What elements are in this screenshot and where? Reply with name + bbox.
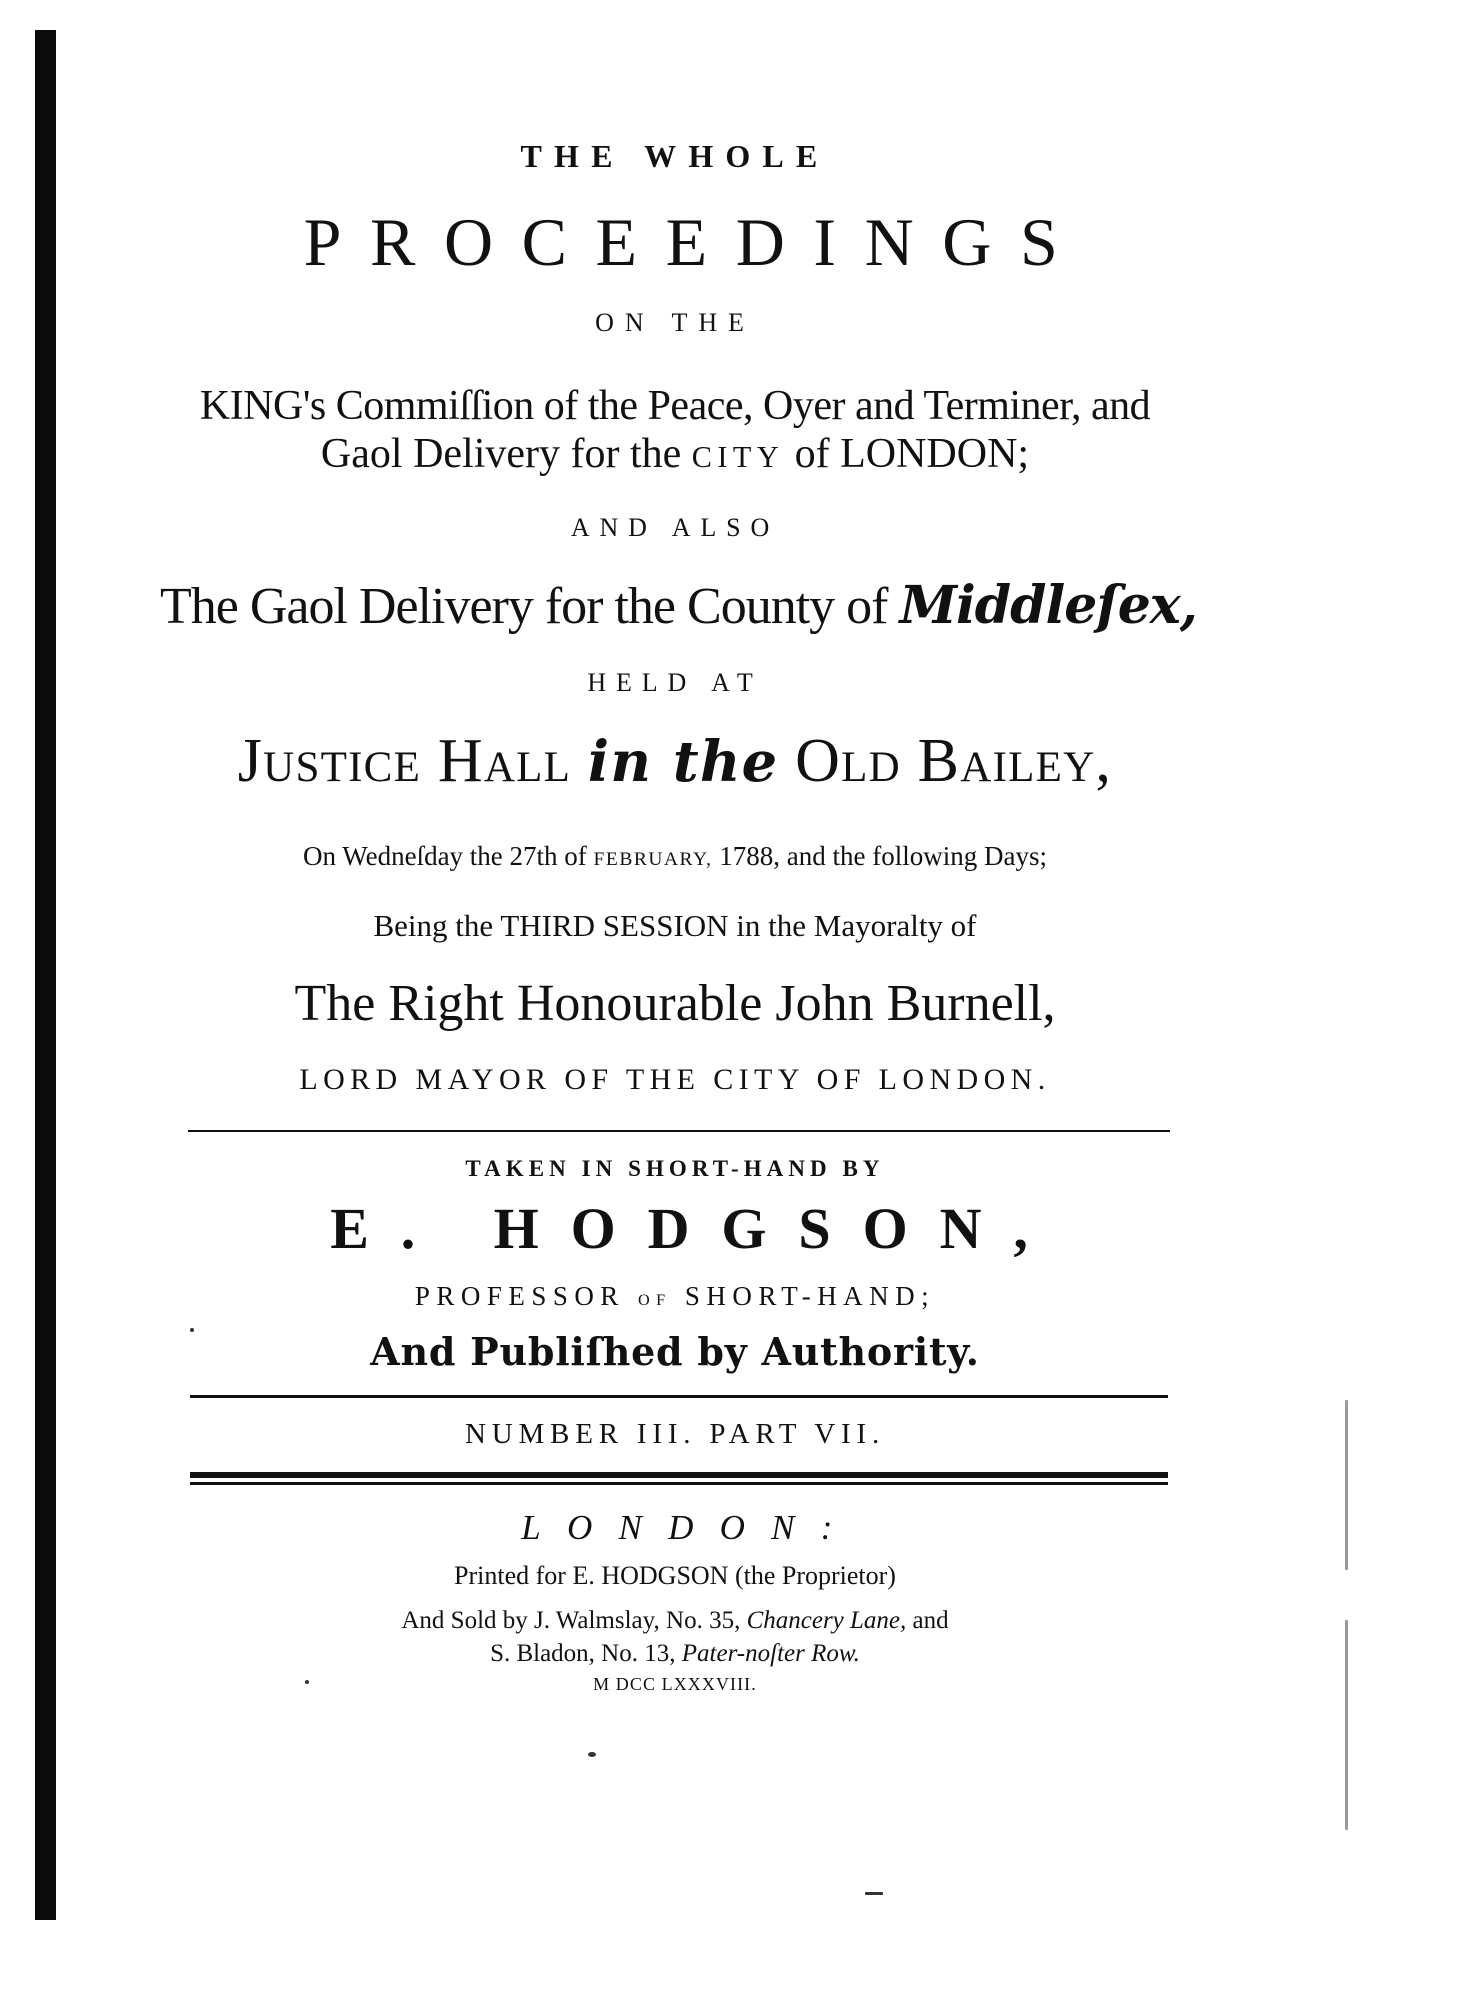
scan-speck xyxy=(190,1328,194,1332)
scan-edge-mark xyxy=(1345,1620,1348,1830)
divider-rule-3a xyxy=(190,1472,1168,1478)
commission-line-2 xyxy=(160,433,1190,475)
imprint-sold-start: And Sold by J. Walmslay, No. 35, xyxy=(401,1607,747,1634)
published-line: And Publiſhed by Authority. xyxy=(370,1329,980,1374)
imprint-printed-for: Printed for E. HODGSON (the Proprietor) xyxy=(454,1561,896,1590)
scan-speck xyxy=(588,1752,596,1757)
imprint-bladon-start: S. Bladon, No. 13, xyxy=(490,1640,682,1667)
divider-rule-3b xyxy=(190,1482,1168,1485)
professor-shorthand: SHORT-HAND; xyxy=(671,1281,936,1311)
divider-rule-2 xyxy=(190,1395,1168,1398)
imprint-paternoster-row: Pater-noſter Row. xyxy=(681,1640,860,1667)
scan-speck xyxy=(305,1680,309,1684)
commission-line-2-end: of LONDON; xyxy=(784,431,1030,477)
professor-word: PROFESSOR xyxy=(414,1281,639,1311)
taken-line: TAKEN IN SHORT-HAND BY xyxy=(465,1156,885,1181)
heading-on-the: ON THE xyxy=(595,308,755,337)
imprint-city: LONDON: xyxy=(521,1508,859,1547)
mayor-name: The Right Honourable John Burnell, xyxy=(294,975,1056,1032)
date-line xyxy=(160,843,1190,870)
heading-proceedings: PROCEEDINGS xyxy=(303,204,1087,280)
session-line: Being the THIRD SESSION in the Mayoralty of xyxy=(373,908,977,943)
county-name: Middleſex, xyxy=(899,575,1197,636)
scan-edge-mark xyxy=(1345,1400,1348,1570)
imprint-sold-end: and xyxy=(906,1607,949,1634)
professor-of: OF xyxy=(638,1291,672,1309)
county-line-text: The Gaol Delivery for the County of xyxy=(160,578,900,635)
imprint-sold-by xyxy=(160,1608,1190,1633)
county-line xyxy=(160,575,1197,636)
mayor-title: LORD MAYOR OF THE CITY OF LONDON. xyxy=(299,1063,1051,1096)
reporter-name: E. HODGSON, xyxy=(330,1196,1060,1261)
venue-old-bailey: Old Bailey, xyxy=(778,727,1113,795)
date-line-end: 1788, and the following Days; xyxy=(712,841,1047,871)
date-line-start: On Wedneſday the 27th of xyxy=(303,841,594,871)
heading-and-also: AND ALSO xyxy=(570,513,780,542)
date-month: FEBRUARY, xyxy=(593,849,713,870)
venue-in-the: in the xyxy=(587,730,779,795)
venue-line xyxy=(160,727,1190,795)
professor-line xyxy=(160,1283,1190,1310)
number-part-line: NUMBER III. PART VII. xyxy=(464,1418,886,1450)
venue-justice-hall: Justice Hall xyxy=(237,727,588,795)
heading-held-at: HELD AT xyxy=(587,668,763,697)
imprint-year: M DCC LXXXVIII. xyxy=(593,1674,757,1694)
divider-rule-1 xyxy=(188,1130,1170,1132)
imprint-chancery-lane: Chancery Lane, xyxy=(746,1607,907,1634)
heading-the-whole: THE WHOLE xyxy=(520,138,830,174)
commission-city: CITY xyxy=(691,440,785,474)
imprint-bladon xyxy=(160,1641,1190,1666)
commission-line-2-start: Gaol Delivery for the xyxy=(320,431,692,477)
scan-speck xyxy=(865,1892,883,1895)
commission-line-1: KING's Commiſſion of the Peace, Oyer and Terminer, and xyxy=(199,383,1151,429)
